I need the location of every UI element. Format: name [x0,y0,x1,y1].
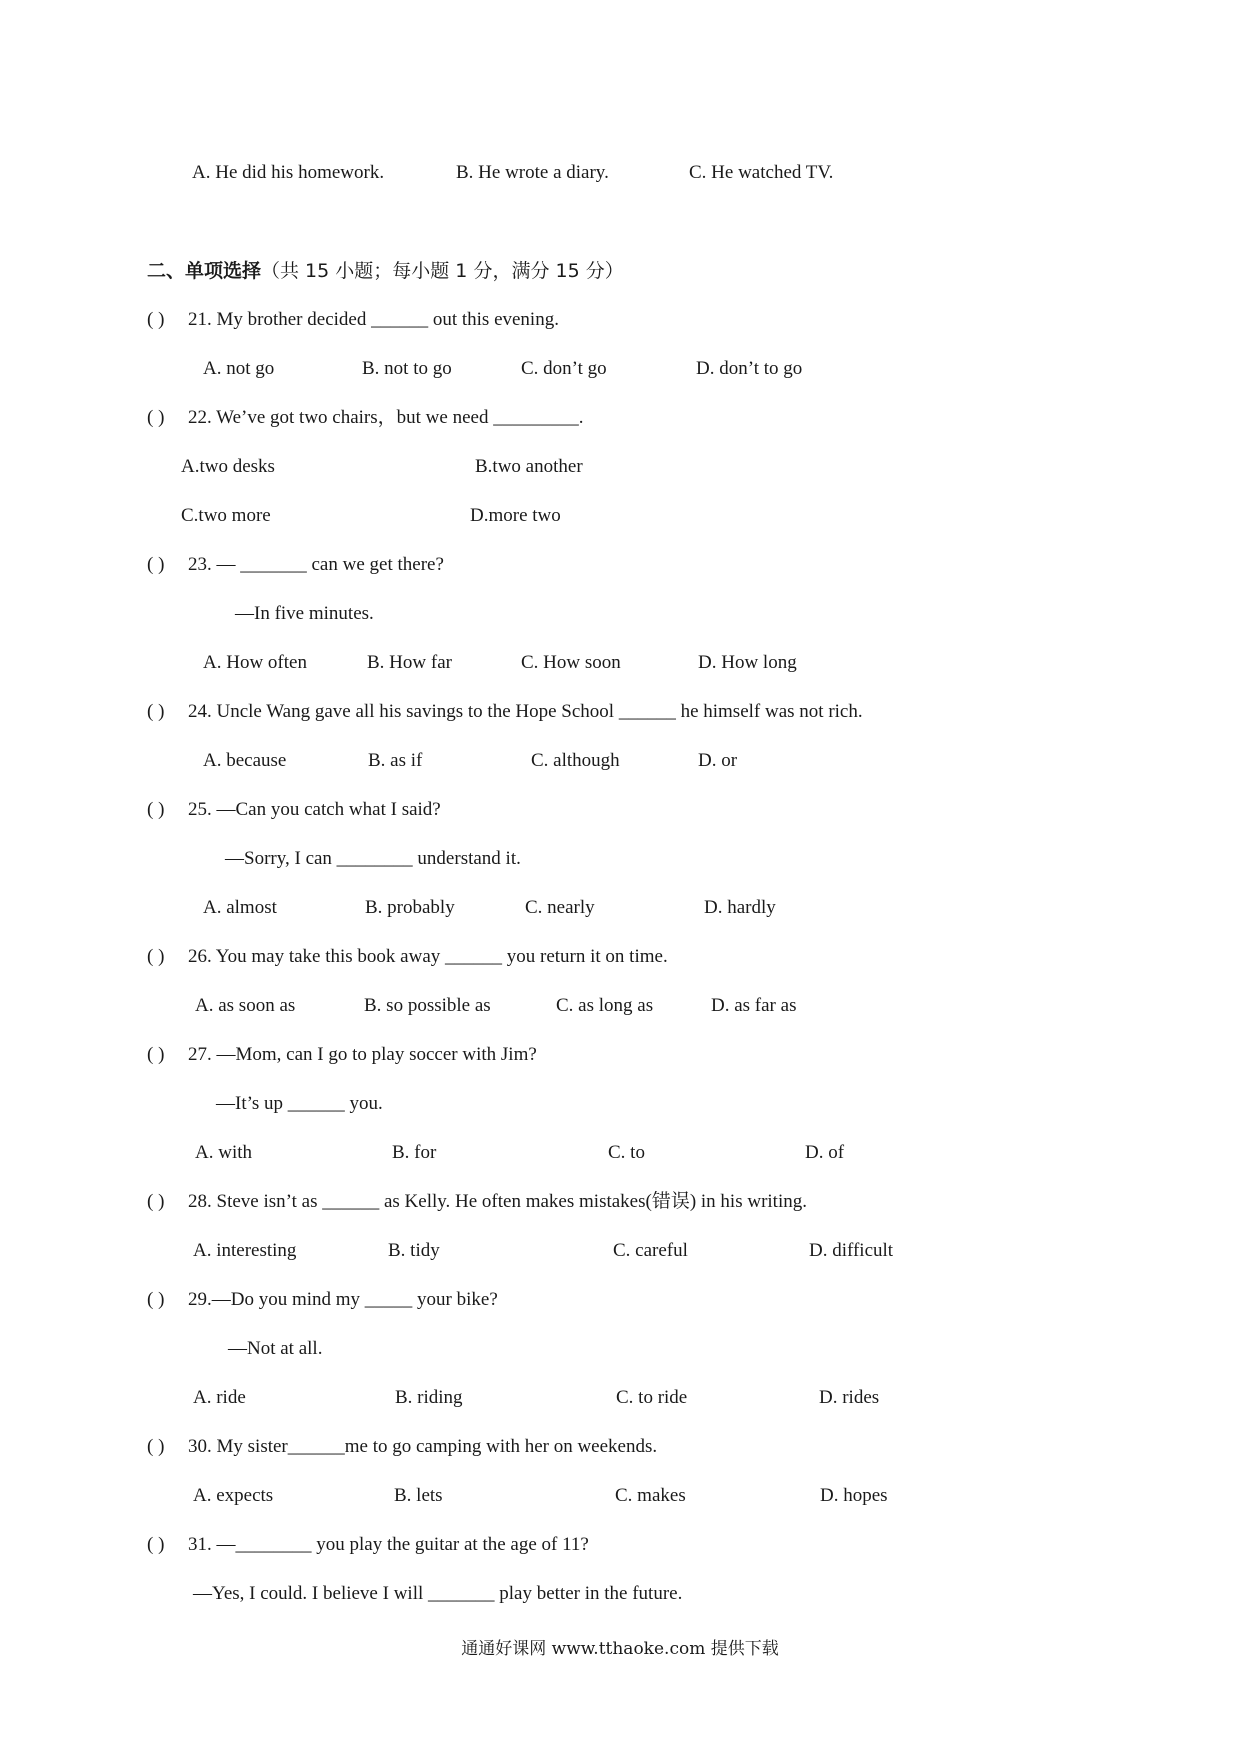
answer-blank: ( ) [147,309,165,330]
question-text: 30. My sister______me to go camping with her on weekends. [188,1436,658,1457]
question-text: 27. —Mom, can I go to play soccer with Jim? [188,1044,537,1065]
reply-text: —It’s up ______ you. [216,1093,383,1114]
option-a: A. with [195,1142,252,1163]
question-text: 26. You may take this book away ______ you return it on time. [188,946,668,967]
reply-text: —Not at all. [228,1338,323,1359]
answer-blank: ( ) [147,1289,165,1310]
question-text: 21. My brother decided ______ out this evening. [188,309,559,330]
option-c: C. although [531,750,620,771]
section-title: 二、单项选择 [147,260,262,282]
option-b: B. for [392,1142,437,1163]
reply-text: —Sorry, I can ________ understand it. [225,848,521,869]
question-text: 31. —________ you play the guitar at the age of 11? [188,1534,589,1555]
option-d: D. hopes [820,1485,888,1506]
answer-blank: ( ) [147,701,165,722]
question-text: 24. Uncle Wang gave all his savings to the Hope School ______ he himself was not rich. [188,701,863,722]
option-b: B. tidy [388,1240,440,1261]
option-a: A. as soon as [195,995,296,1016]
reply-text: —In five minutes. [235,603,374,624]
option-d: D. hardly [704,897,776,918]
answer-blank: ( ) [147,1044,165,1065]
option-a: A. almost [203,897,277,918]
option-a: A. expects [193,1485,274,1506]
answer-blank: ( ) [147,799,165,820]
question-text: 22. We’ve got two chairs，but we need _________. [188,407,584,428]
option-a: A.two desks [181,456,275,477]
question-text: 25. —Can you catch what I said? [188,799,441,820]
option-d: D. don’t to go [696,358,803,379]
option-c: C. nearly [525,897,595,918]
question-text: 29.—Do you mind my _____ your bike? [188,1289,498,1310]
option-a: A. He did his homework. [192,162,385,183]
option-a: A. not go [203,358,275,379]
answer-blank: ( ) [147,554,165,575]
option-b: B. How far [367,652,452,673]
option-a: A. because [203,750,287,771]
option-c: C. don’t go [521,358,607,379]
option-a: A. interesting [193,1240,297,1261]
option-b: B.two another [475,456,583,477]
answer-blank: ( ) [147,407,165,428]
option-c: C. to [608,1142,645,1163]
option-b: B. He wrote a diary. [456,162,609,183]
option-c: C. He watched TV. [689,162,834,183]
option-c: C.two more [181,505,271,526]
answer-blank: ( ) [147,946,165,967]
footer-credit: 通通好课网 www.tthaoke.com 提供下载 [461,1639,779,1659]
option-d: D. difficult [809,1240,894,1261]
option-c: C. makes [615,1485,686,1506]
option-c: C. as long as [556,995,654,1016]
answer-blank: ( ) [147,1534,165,1555]
option-d: D. rides [819,1387,880,1408]
answer-blank: ( ) [147,1436,165,1457]
option-d: D. of [805,1142,845,1163]
reply-text: —Yes, I could. I believe I will _______ play better in the future. [193,1583,683,1604]
option-b: B. as if [368,750,423,771]
option-d: D. or [698,750,738,771]
option-b: B. not to go [362,358,452,379]
section-note: （共 15 小题；每小题 1 分，满分 15 分） [261,260,624,282]
option-d: D. as far as [711,995,797,1016]
option-d: D.more two [470,505,561,526]
option-b: B. lets [394,1485,443,1506]
option-d: D. How long [698,652,797,673]
option-b: B. riding [395,1387,463,1408]
option-a: A. ride [193,1387,246,1408]
option-b: B. so possible as [364,995,491,1016]
section-heading [147,259,624,283]
option-c: C. How soon [521,652,621,673]
answer-blank: ( ) [147,1191,165,1212]
question-text: 28. Steve isn’t as ______ as Kelly. He often makes mistakes(错误) in his writing. [188,1191,807,1212]
option-a: A. How often [203,652,307,673]
option-b: B. probably [365,897,455,918]
question-text: 23. — _______ can we get there? [188,554,444,575]
option-c: C. to ride [616,1387,688,1408]
option-c: C. careful [613,1240,688,1261]
